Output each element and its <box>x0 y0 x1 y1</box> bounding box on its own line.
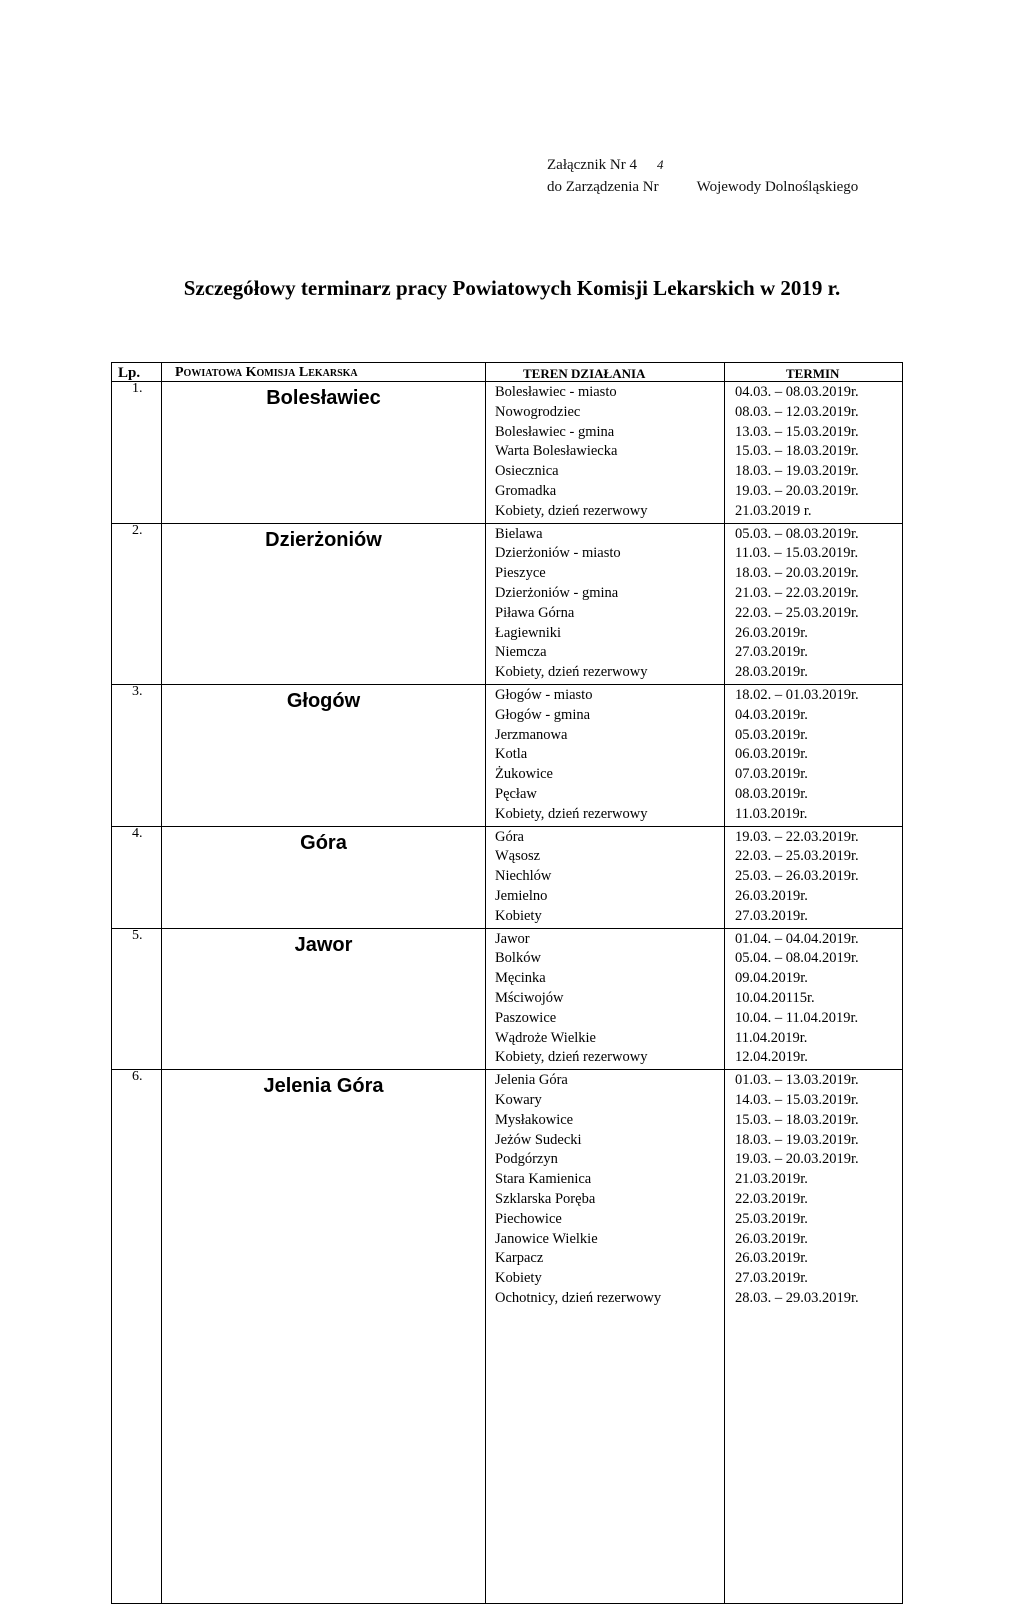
group-number: 1. <box>132 381 143 396</box>
area-cell: Głogów - gmina <box>495 706 591 723</box>
term-cell: 28.03. – 29.03.2019r. <box>735 1290 859 1306</box>
term-cell: 26.03.2019r. <box>735 888 808 904</box>
term-cell: 15.03. – 18.03.2019r. <box>735 1111 859 1128</box>
area-cell: Szklarska Poręba <box>495 1191 596 1207</box>
term-cell: 05.03. – 08.03.2019r. <box>735 525 859 542</box>
area-cell: Kobiety, dzień rezerwowy <box>495 502 648 519</box>
area-cell: Głogów - miasto <box>495 687 593 703</box>
area-cell: Mysłakowice <box>495 1111 574 1128</box>
area-cell: Jeżów Sudecki <box>495 1131 582 1148</box>
area-cell: Wąsosz <box>495 848 541 865</box>
term-cell: 21.03. – 22.03.2019r. <box>735 585 859 601</box>
term-cell: 19.03. – 20.03.2019r. <box>735 1151 859 1168</box>
term-cell: 08.03. – 12.03.2019r. <box>735 403 859 420</box>
header-commission: Powiatowa Komisja Lekarska <box>175 365 358 380</box>
term-cell: 05.04. – 08.04.2019r. <box>735 950 859 967</box>
term-cell: 18.02. – 01.03.2019r. <box>735 687 859 703</box>
term-cell: 09.04.2019r. <box>735 970 808 987</box>
term-cell: 07.03.2019r. <box>735 766 808 783</box>
term-cell: 22.03. – 25.03.2019r. <box>735 604 859 621</box>
term-cell: 05.03.2019r. <box>735 726 808 743</box>
term-cell: 18.03. – 20.03.2019r. <box>735 565 859 582</box>
area-cell: Gromadka <box>495 483 557 499</box>
area-cell: Nowogrodziec <box>495 403 581 420</box>
area-cell: Stara Kamienica <box>495 1171 592 1188</box>
term-cell: 10.04.20115r. <box>735 990 815 1006</box>
group-divider <box>112 523 902 524</box>
term-cell: 22.03. – 25.03.2019r. <box>735 848 859 865</box>
group-number: 4. <box>132 825 143 841</box>
area-cell: Osiecznica <box>495 463 559 480</box>
commission-name: Góra <box>300 831 347 854</box>
schedule-table <box>111 362 903 1604</box>
area-cell: Pieszyce <box>495 565 546 582</box>
term-cell: 14.03. – 15.03.2019r. <box>735 1092 859 1108</box>
area-cell: Kobiety, dzień rezerwowy <box>495 805 648 822</box>
term-cell: 15.03. – 18.03.2019r. <box>735 443 859 460</box>
term-cell: 26.03.2019r. <box>735 1230 808 1247</box>
area-cell: Dzierżoniów - miasto <box>495 545 621 562</box>
header-term: TERMIN <box>786 366 840 381</box>
area-cell: Piechowice <box>495 1210 562 1227</box>
term-cell: 26.03.2019r. <box>735 1250 808 1267</box>
document-title: Szczegółowy terminarz pracy Powiatowych Komisji Lekarskich w 2019 r. <box>183 276 841 300</box>
term-cell: 10.04. – 11.04.2019r. <box>735 1009 859 1026</box>
group-divider <box>112 826 902 827</box>
term-cell: 25.03.2019r. <box>735 1210 808 1227</box>
area-cell: Kobiety, dzień rezerwowy <box>495 664 648 681</box>
group-divider <box>112 684 902 685</box>
term-cell: 12.04.2019r. <box>735 1049 808 1066</box>
term-cell: 01.04. – 04.04.2019r. <box>735 930 859 947</box>
term-cell: 18.03. – 19.03.2019r. <box>735 1131 859 1148</box>
annex-line-1: Załącznik Nr 4 <box>547 157 637 173</box>
area-cell: Ochotnicy, dzień rezerwowy <box>495 1290 662 1306</box>
area-cell: Dzierżoniów - gmina <box>495 585 619 601</box>
term-cell: 21.03.2019 r. <box>735 502 812 519</box>
term-cell: 27.03.2019r. <box>735 644 808 661</box>
term-cell: 19.03. – 20.03.2019r. <box>735 483 859 499</box>
term-cell: 25.03. – 26.03.2019r. <box>735 868 859 885</box>
group-divider <box>112 1069 902 1070</box>
group-number: 5. <box>132 927 143 943</box>
group-number: 6. <box>132 1069 143 1085</box>
term-cell: 11.04.2019r. <box>735 1029 808 1046</box>
term-cell: 13.03. – 15.03.2019r. <box>735 423 859 440</box>
area-cell: Warta Bolesławiecka <box>495 443 618 460</box>
commission-name: Dzierżoniów <box>265 528 382 551</box>
term-cell: 01.03. – 13.03.2019r. <box>735 1072 859 1089</box>
column-divider <box>485 363 486 1603</box>
term-cell: 11.03.2019r. <box>735 805 808 822</box>
term-cell: 04.03. – 08.03.2019r. <box>735 384 859 400</box>
area-cell: Jawor <box>495 930 530 947</box>
area-cell: Góra <box>495 828 524 845</box>
area-cell: Jelenia Góra <box>495 1072 568 1089</box>
header-area: TEREN DZIAŁANIA <box>523 366 646 381</box>
term-cell: 26.03.2019r. <box>735 624 808 641</box>
area-cell: Pęcław <box>495 786 537 802</box>
term-cell: 21.03.2019r. <box>735 1171 808 1188</box>
annex-mark: 4 <box>656 157 664 172</box>
area-cell: Męcinka <box>495 970 546 987</box>
area-cell: Kobiety, dzień rezerwowy <box>495 1049 648 1066</box>
area-cell: Bolesławiec - miasto <box>495 384 617 400</box>
commission-name: Jawor <box>294 933 353 956</box>
area-cell: Bielawa <box>495 525 543 542</box>
area-cell: Kowary <box>495 1092 542 1108</box>
area-cell: Kobiety <box>495 1270 542 1287</box>
area-cell: Kobiety <box>495 907 542 924</box>
column-divider <box>724 363 725 1603</box>
term-cell: 06.03.2019r. <box>735 746 808 763</box>
area-cell: Paszowice <box>495 1009 557 1026</box>
term-cell: 04.03.2019r. <box>735 706 808 723</box>
group-number: 3. <box>132 684 143 699</box>
group-divider <box>112 928 902 929</box>
area-cell: Jemielno <box>495 888 548 904</box>
area-cell: Niemcza <box>495 644 547 661</box>
commission-name: Bolesławiec <box>266 387 381 409</box>
term-cell: 18.03. – 19.03.2019r. <box>735 463 859 480</box>
header-divider <box>112 381 902 382</box>
header-lp: Lp. <box>118 365 141 381</box>
annex-note <box>547 154 858 198</box>
area-cell: Jerzmanowa <box>495 726 568 743</box>
annex-line-2b: Wojewody Dolnośląskiego <box>696 179 859 195</box>
area-cell: Wądroże Wielkie <box>495 1029 596 1046</box>
area-cell: Piława Górna <box>495 604 575 621</box>
term-cell: 19.03. – 22.03.2019r. <box>735 828 859 845</box>
term-cell: 11.03. – 15.03.2019r. <box>735 545 859 562</box>
commission-name: Głogów <box>286 690 361 712</box>
term-cell: 28.03.2019r. <box>735 664 808 681</box>
term-cell: 08.03.2019r. <box>735 786 808 802</box>
area-cell: Bolków <box>495 950 541 967</box>
group-number: 2. <box>132 522 143 538</box>
area-cell: Janowice Wielkie <box>495 1230 598 1247</box>
area-cell: Podgórzyn <box>495 1151 558 1168</box>
area-cell: Niechlów <box>495 868 552 885</box>
area-cell: Karpacz <box>495 1250 544 1267</box>
term-cell: 27.03.2019r. <box>735 1270 808 1287</box>
area-cell: Żukowice <box>495 766 553 783</box>
term-cell: 22.03.2019r. <box>735 1191 808 1207</box>
area-cell: Mściwojów <box>495 990 564 1006</box>
area-cell: Bolesławiec - gmina <box>495 423 615 440</box>
area-cell: Kotla <box>495 746 528 763</box>
area-cell: Łagiewniki <box>495 624 562 641</box>
term-cell: 27.03.2019r. <box>735 907 808 924</box>
commission-name: Jelenia Góra <box>263 1075 384 1098</box>
annex-line-2a: do Zarządzenia Nr <box>547 179 659 195</box>
